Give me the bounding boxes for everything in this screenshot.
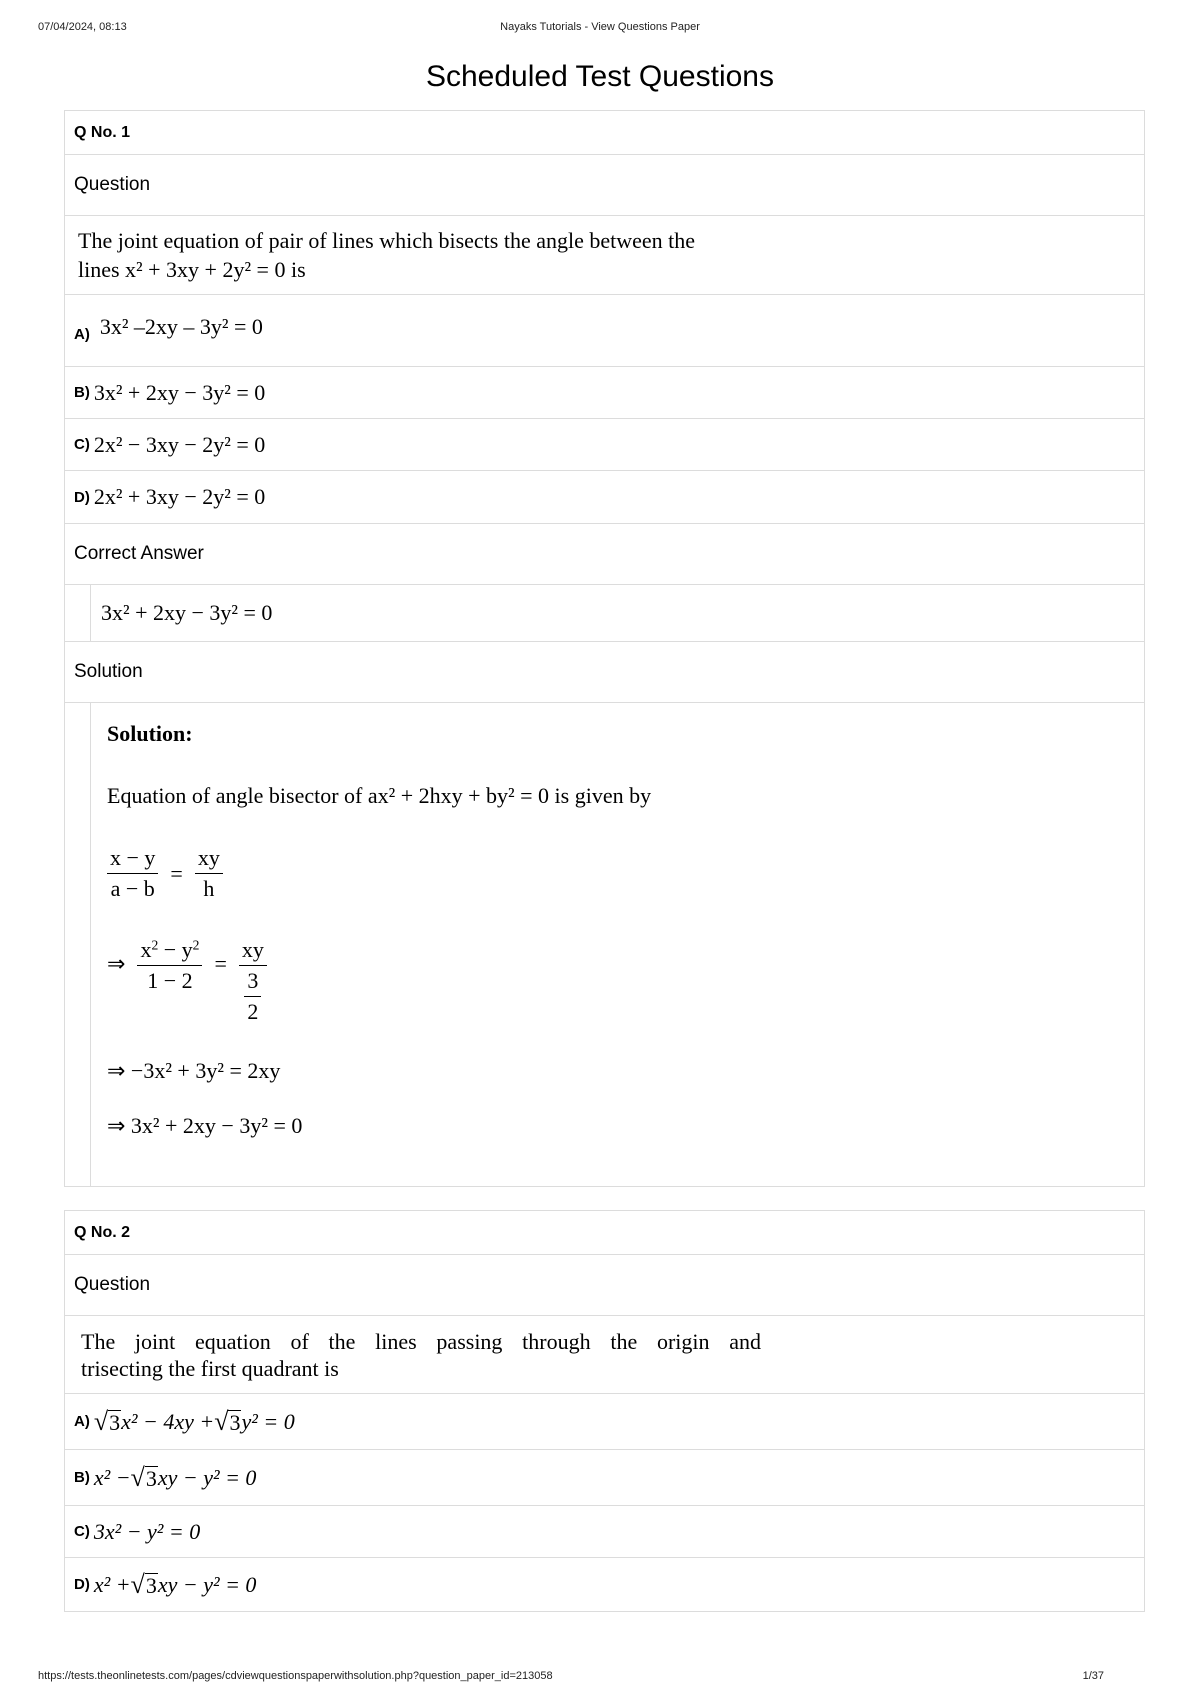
- solution-line-5: ⇒ 3x² + 2xy − 3y² = 0: [107, 1113, 303, 1138]
- sqrt-symbol: √ 3: [130, 1569, 157, 1599]
- q1-solution-label: Solution: [74, 661, 143, 682]
- q1-correct-answer-row: [65, 584, 1144, 641]
- q2-option-b-text: x² − √ 3 xy − y² = 0: [93, 1462, 257, 1492]
- q2-option-c-text: 3x² − y² = 0: [93, 1518, 201, 1544]
- q1-option-a[interactable]: [65, 294, 1144, 366]
- q1-solution-block: [65, 702, 1144, 1186]
- solution-line-4: ⇒ −3x² + 3y² = 2xy: [107, 1058, 281, 1083]
- q2-option-b-letter: B): [74, 1469, 90, 1486]
- q2-question-text: [65, 1315, 1144, 1393]
- q2-question-line2: trisecting the first quadrant is: [81, 1355, 339, 1381]
- q1-number: Q No. 1: [74, 123, 131, 141]
- q1-option-c[interactable]: [65, 418, 1144, 470]
- equals-sign: =: [170, 860, 183, 886]
- q1-option-c-letter: C): [74, 436, 90, 453]
- q2-question-line1: The joint equation of the lines passing through the origin and: [81, 1328, 761, 1354]
- q2-option-a-letter: A): [74, 1413, 90, 1430]
- q2-option-d-text: x² + √ 3 xy − y² = 0: [93, 1569, 257, 1599]
- q2-number: Q No. 2: [74, 1223, 131, 1241]
- implies-sign: ⇒: [107, 951, 126, 976]
- question-1-table: [64, 110, 1145, 1187]
- q2-option-a-text: √ 3 x² − 4xy + √ 3 y² = 0: [93, 1406, 295, 1436]
- q1-correct-answer: 3x² + 2xy − 3y² = 0: [101, 600, 273, 625]
- q1-question-line2: lines x² + 3xy + 2y² = 0 is: [78, 257, 306, 282]
- frac-xy-over-three-halves: xy 3 2: [239, 937, 267, 1025]
- q1-question-label-row: [65, 154, 1144, 215]
- frac-x-minus-y-over-a-minus-b: $\frac{x - y}{a - b}$: [107, 845, 158, 902]
- q2-option-d[interactable]: [65, 1557, 1144, 1611]
- q1-option-b-text: 3x² + 2xy − 3y² = 0: [93, 379, 266, 405]
- q1-option-d[interactable]: [65, 470, 1144, 523]
- equals-sign-2: =: [214, 951, 227, 976]
- q1-solution-label-row: [65, 641, 1144, 702]
- solution-line-2: [107, 845, 223, 902]
- sqrt-symbol: √ 3: [130, 1462, 157, 1492]
- q1-option-c-text: 2x² − 3xy − 2y² = 0: [93, 431, 266, 457]
- q1-option-d-text: 2x² + 3xy − 2y² = 0: [93, 484, 266, 509]
- q1-option-a-letter: A): [74, 326, 90, 343]
- q1-correct-answer-label-row: [65, 523, 1144, 584]
- q2-number-row: [65, 1211, 1144, 1254]
- solution-line-3: [107, 937, 267, 1025]
- print-url: https://tests.theonlinetests.com/pages/cdviewquestionspaperwithsolution.php?question_paper_id=213058: [38, 1670, 553, 1682]
- q1-option-a-text: 3x² –2xy – 3y² = 0: [99, 313, 263, 339]
- sqrt-symbol: √ 3: [93, 1406, 121, 1436]
- q1-option-d-letter: D): [74, 488, 90, 506]
- frac-xy-over-h: $\frac{xy}{h}$: [195, 845, 223, 902]
- question-2-table: [64, 1210, 1145, 1612]
- q2-option-c[interactable]: [65, 1505, 1144, 1557]
- print-page-title: Nayaks Tutorials - View Questions Paper: [500, 21, 700, 33]
- frac-x2-minus-y2-over-1-minus-2: $\frac{x^2 - y^2}{1 - 2}$: [137, 937, 202, 994]
- q1-option-b[interactable]: [65, 366, 1144, 418]
- q2-option-a[interactable]: [65, 1393, 1144, 1449]
- q1-option-b-letter: B): [74, 384, 90, 401]
- q1-question-label: Question: [74, 174, 151, 195]
- q1-question-line1: The joint equation of pair of lines which bisects the angle between the: [78, 228, 696, 253]
- page-title: Scheduled Test Questions: [425, 60, 774, 93]
- q2-question-label-row: [65, 1254, 1144, 1315]
- q2-question-label: Question: [74, 1274, 151, 1295]
- sqrt-symbol: √ 3: [214, 1406, 241, 1436]
- print-page-number: 1/37: [1082, 1670, 1104, 1682]
- q2-option-b[interactable]: [65, 1449, 1144, 1505]
- q1-question-text: [65, 215, 1144, 294]
- solution-heading: Solution:: [107, 721, 193, 746]
- q1-correct-answer-label: Correct Answer: [74, 543, 204, 564]
- q2-option-c-letter: C): [74, 1523, 90, 1540]
- solution-line-1: Equation of angle bisector of ax² + 2hxy + by² = 0 is given by: [107, 783, 652, 808]
- q1-number-row: [65, 111, 1144, 154]
- q2-option-d-letter: D): [74, 1576, 90, 1593]
- print-datetime: 07/04/2024, 08:13: [38, 21, 127, 33]
